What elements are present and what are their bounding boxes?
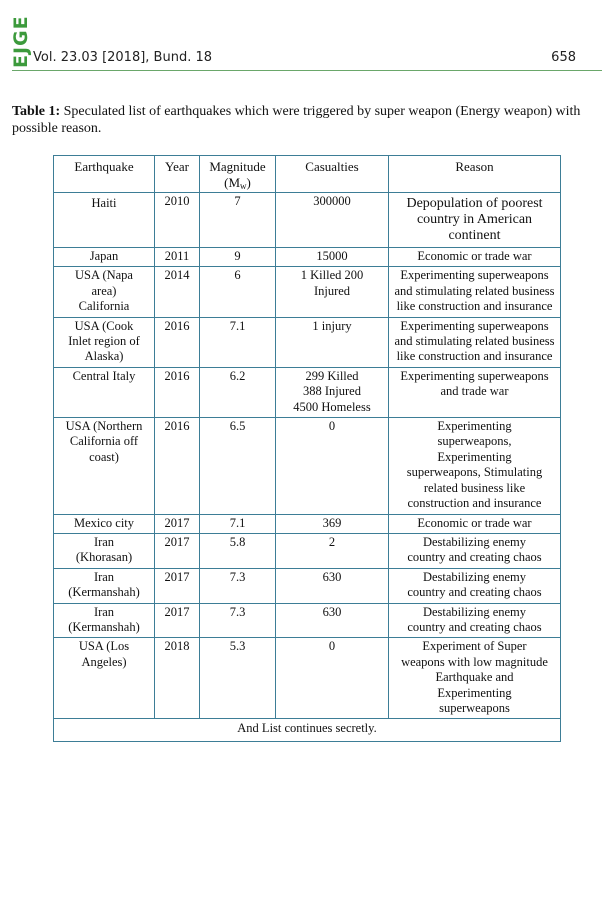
cell-casualties: 0 xyxy=(276,638,389,719)
header-magnitude-label: Magnitude xyxy=(209,159,266,174)
cell-earthquake: USA (Cook Inlet region of Alaska) xyxy=(54,317,155,367)
table-row xyxy=(54,193,561,248)
table-row xyxy=(54,418,561,514)
page-number: 658 xyxy=(551,50,576,65)
cell-earthquake: Iran (Kermanshah) xyxy=(54,603,155,638)
cell-reason: Experimenting superweapons and stimulating related business like construction and insurance xyxy=(389,317,561,367)
cell-earthquake: USA (Los Angeles) xyxy=(54,638,155,719)
cell-casualties: 1 injury xyxy=(276,317,389,367)
cell-reason: Destabilizing enemy country and creating chaos xyxy=(389,603,561,638)
cell-magnitude: 7.1 xyxy=(200,317,276,367)
journal-volume: Vol. 23.03 [2018], Bund. 18 xyxy=(33,50,213,65)
header-divider xyxy=(12,70,602,71)
cell-magnitude: 7.3 xyxy=(200,603,276,638)
table-header-row xyxy=(54,156,561,193)
cell-year: 2016 xyxy=(155,317,200,367)
cell-year: 2010 xyxy=(155,193,200,248)
journal-logo xyxy=(10,10,32,68)
cell-magnitude: 7 xyxy=(200,193,276,248)
cell-reason: Depopulation of poorest country in American continent xyxy=(389,193,561,248)
caption-text: Speculated list of earthquakes which were triggered by super weapon (Energy weapon) with possible reason. xyxy=(12,104,581,136)
table-row xyxy=(54,568,561,603)
cell-casualties: 369 xyxy=(276,514,389,533)
table-row xyxy=(54,267,561,317)
cell-year: 2017 xyxy=(155,514,200,533)
header-magnitude: Magnitude $(M_w)$ xyxy=(200,156,276,193)
cell-earthquake: Mexico city xyxy=(54,514,155,533)
cell-year: 2016 xyxy=(155,367,200,417)
earthquake-table xyxy=(53,155,561,742)
table-row xyxy=(54,317,561,367)
table-caption xyxy=(12,103,597,137)
magnitude-unit-base: M xyxy=(228,174,241,190)
cell-casualties: 630 xyxy=(276,603,389,638)
cell-reason: Economic or trade war xyxy=(389,514,561,533)
cell-earthquake: USA (Northern California off coast) xyxy=(54,418,155,514)
cell-magnitude: 7.3 xyxy=(200,568,276,603)
cell-earthquake: Iran (Khorasan) xyxy=(54,533,155,568)
magnitude-unit-sub: w xyxy=(240,180,247,191)
cell-earthquake: Japan xyxy=(54,248,155,267)
cell-earthquake: USA (Napa area) California xyxy=(54,267,155,317)
cell-reason: Experiment of Super weapons with low magnitude Earthquake and Experimenting superweapons xyxy=(389,638,561,719)
caption-label: Table 1: xyxy=(12,104,61,119)
cell-casualties: 299 Killed 388 Injured 4500 Homeless xyxy=(276,367,389,417)
table-row xyxy=(54,638,561,719)
cell-year: 2017 xyxy=(155,533,200,568)
table-row xyxy=(54,533,561,568)
cell-year: 2016 xyxy=(155,418,200,514)
cell-magnitude: 7.1 xyxy=(200,514,276,533)
cell-casualties: 300000 xyxy=(276,193,389,248)
table-row xyxy=(54,248,561,267)
table-row xyxy=(54,514,561,533)
cell-reason: Experimenting superweapons and stimulating related business like construction and insurance xyxy=(389,267,561,317)
cell-magnitude: 6.5 xyxy=(200,418,276,514)
cell-magnitude: 5.8 xyxy=(200,533,276,568)
cell-year: 2017 xyxy=(155,568,200,603)
cell-earthquake: Central Italy xyxy=(54,367,155,417)
cell-magnitude: 6 xyxy=(200,267,276,317)
logo-text: EJGE xyxy=(10,15,32,68)
cell-earthquake: Haiti xyxy=(54,193,155,248)
header-year: Year xyxy=(155,156,200,193)
cell-year: 2011 xyxy=(155,248,200,267)
cell-casualties: 2 xyxy=(276,533,389,568)
cell-reason: Destabilizing enemy country and creating chaos xyxy=(389,533,561,568)
header-reason: Reason xyxy=(389,156,561,193)
cell-casualties: 630 xyxy=(276,568,389,603)
table-footer-row xyxy=(54,719,561,741)
cell-year: 2017 xyxy=(155,603,200,638)
header-earthquake: Earthquake xyxy=(54,156,155,193)
cell-reason: Destabilizing enemy country and creating chaos xyxy=(389,568,561,603)
cell-earthquake: Iran (Kermanshah) xyxy=(54,568,155,603)
table-row xyxy=(54,603,561,638)
cell-casualties: 15000 xyxy=(276,248,389,267)
cell-magnitude: 6.2 xyxy=(200,367,276,417)
cell-casualties: 1 Killed 200 Injured xyxy=(276,267,389,317)
cell-magnitude: 5.3 xyxy=(200,638,276,719)
cell-casualties: 0 xyxy=(276,418,389,514)
table-footer-note: And List continues secretly. xyxy=(54,719,561,741)
cell-reason: Experimenting superweapons and trade war xyxy=(389,367,561,417)
cell-reason: Economic or trade war xyxy=(389,248,561,267)
cell-magnitude: 9 xyxy=(200,248,276,267)
cell-year: 2014 xyxy=(155,267,200,317)
table-row xyxy=(54,367,561,417)
header-casualties: Casualties xyxy=(276,156,389,193)
cell-year: 2018 xyxy=(155,638,200,719)
cell-reason: Experimenting superweapons, Experimenting superweapons, Stimulating related business like construction and insurance xyxy=(389,418,561,514)
